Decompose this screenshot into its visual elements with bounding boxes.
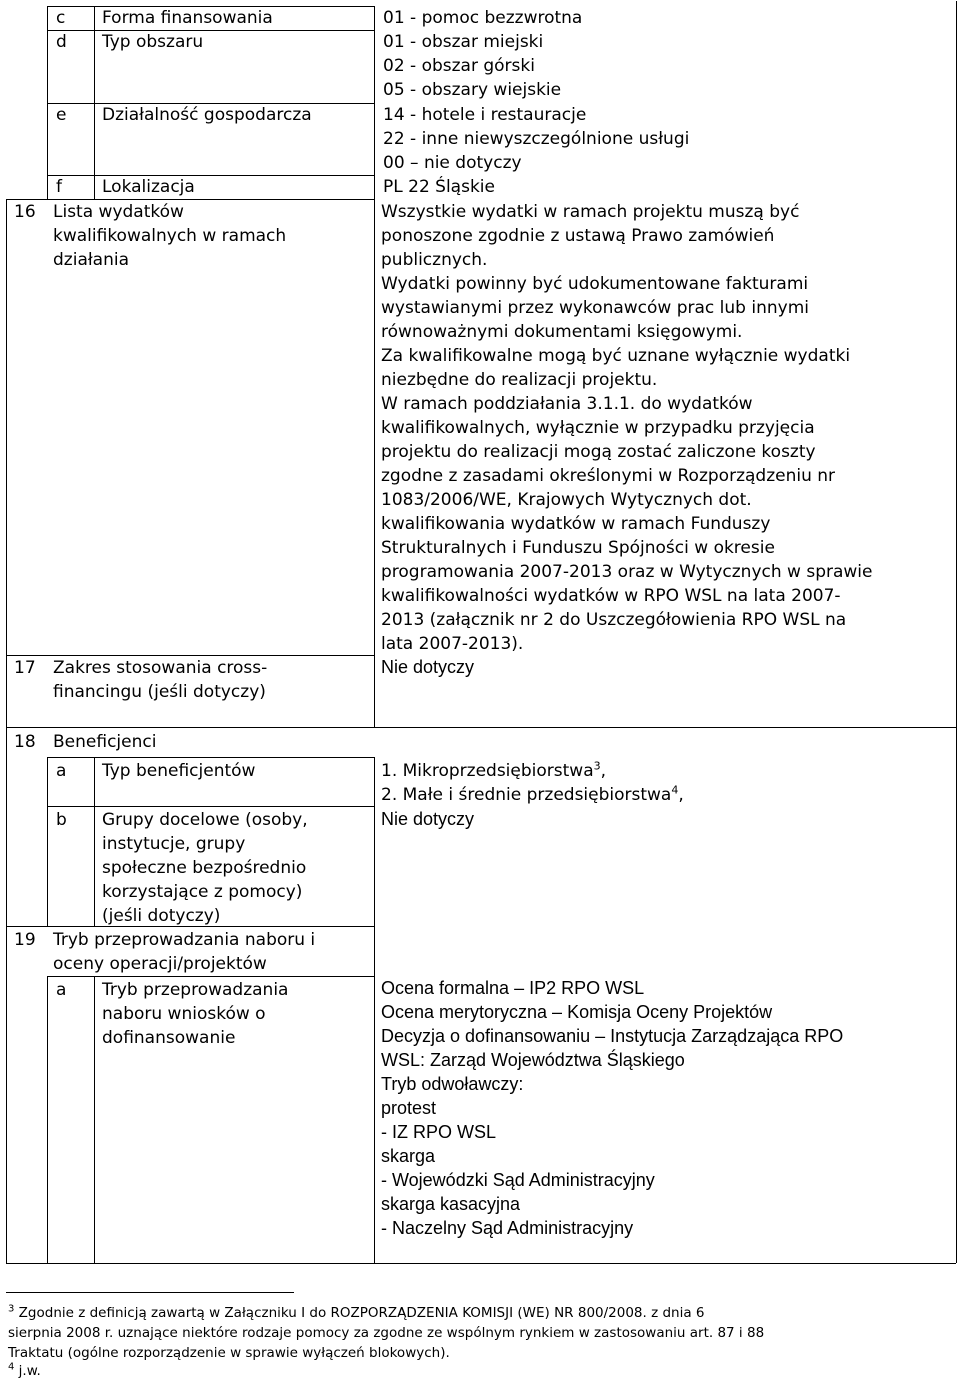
row-label-line: Tryb przeprowadzania naboru i bbox=[53, 930, 316, 950]
text-line: Tryb odwoławczy: bbox=[381, 1074, 524, 1094]
row-value-line: 02 - obszar górski bbox=[383, 56, 535, 76]
row-label-line: dofinansowanie bbox=[102, 1028, 236, 1048]
text-line: programowania 2007-2013 oraz w Wytycznych w sprawie bbox=[381, 562, 873, 582]
row-label-line: Lista wydatków bbox=[53, 202, 184, 222]
footnote-line: sierpnia 2008 r. uznające niektóre rodzaje pomocy za zgodne ze wspólnym rynkiem w zastosowaniu art. 87 i 88 bbox=[8, 1325, 765, 1341]
row-letter: b bbox=[56, 810, 67, 830]
row-label-line: korzystające z pomocy) bbox=[102, 882, 303, 902]
row-letter: e bbox=[56, 105, 67, 125]
row-value: Nie dotyczy bbox=[381, 809, 475, 829]
text-line: Decyzja o dofinansowaniu – Instytucja Zarządzająca RPO bbox=[381, 1026, 844, 1046]
row-value: Nie dotyczy bbox=[381, 657, 475, 677]
text-line: wystawianymi przez wykonawców prac lub innymi bbox=[381, 298, 809, 318]
row-label-line: instytucje, grupy bbox=[102, 834, 246, 854]
row-label-line: naboru wniosków o bbox=[102, 1004, 266, 1024]
text-line: W ramach poddziałania 3.1.1. do wydatków bbox=[381, 394, 753, 414]
beneficiary-type-2: 2. Małe i średnie przedsiębiorstwa$^4$, bbox=[381, 783, 684, 805]
text-line: Strukturalnych i Funduszu Spójności w okresie bbox=[381, 538, 775, 558]
text-line: publicznych. bbox=[381, 250, 488, 270]
row-value-line: 01 - obszar miejski bbox=[383, 32, 544, 52]
text-line: Za kwalifikowalne mogą być uznane wyłącznie wydatki bbox=[381, 346, 851, 366]
row-label-line: oceny operacji/projektów bbox=[53, 954, 267, 974]
row-label-line: Zakres stosowania cross- bbox=[53, 658, 268, 678]
text-line: kwalifikowania wydatków w ramach Funduszy bbox=[381, 514, 771, 534]
row-value: 01 - pomoc bezzwrotna bbox=[383, 8, 583, 28]
row-value-line: 05 - obszary wiejskie bbox=[383, 80, 562, 100]
row-label-line: Tryb przeprowadzania bbox=[102, 980, 289, 1000]
row-label-line: (jeśli dotyczy) bbox=[102, 906, 221, 926]
row-number: 17 bbox=[14, 658, 36, 678]
row-letter: a bbox=[56, 761, 67, 781]
text-line: WSL: Zarząd Województwa Śląskiego bbox=[381, 1050, 685, 1070]
row-value-line: 22 - inne niewyszczególnione usługi bbox=[383, 129, 690, 149]
footnote-mark: 4 bbox=[8, 1361, 15, 1373]
row-label-line: financingu (jeśli dotyczy) bbox=[53, 682, 266, 702]
row-label: Lokalizacja bbox=[102, 177, 195, 197]
text-line: ponoszone zgodnie z ustawą Prawo zamówień bbox=[381, 226, 775, 246]
row-label: Typ obszaru bbox=[102, 32, 204, 52]
text-line: kwalifikowalnych, wyłącznie w przypadku przyjęcia bbox=[381, 418, 815, 438]
row-letter: a bbox=[56, 980, 67, 1000]
row-number: 18 bbox=[14, 732, 36, 752]
text-line: protest bbox=[381, 1098, 437, 1118]
row-label: Typ beneficjentów bbox=[102, 761, 256, 781]
text-line: Ocena merytoryczna – Komisja Oceny Projektów bbox=[381, 1002, 773, 1022]
row-value-line: 14 - hotele i restauracje bbox=[383, 105, 587, 125]
text-line: - Naczelny Sąd Administracyjny bbox=[381, 1218, 634, 1238]
text-line: Wszystkie wydatki w ramach projektu muszą być bbox=[381, 202, 800, 222]
row-label: Forma finansowania bbox=[102, 8, 273, 28]
row-letter: c bbox=[56, 8, 66, 28]
text-line: skarga kasacyjna bbox=[381, 1194, 521, 1214]
beneficiary-type-1: 1. Mikroprzedsiębiorstwa$^3$, bbox=[381, 759, 607, 781]
footnote-separator bbox=[6, 1292, 294, 1293]
row-label-line: Grupy docelowe (osoby, bbox=[102, 810, 308, 830]
row-label: Działalność gospodarcza bbox=[102, 105, 312, 125]
footnote-line: Traktatu (ogólne rozporządzenie w sprawie wyłączeń blokowych). bbox=[8, 1345, 450, 1361]
text-line: 2013 (załącznik nr 2 do Uszczegółowienia RPO WSL na bbox=[381, 610, 847, 630]
row-letter: f bbox=[56, 177, 62, 197]
text-line: Wydatki powinny być udokumentowane fakturami bbox=[381, 274, 809, 294]
text-line: zgodne z zasadami określonymi w Rozporządzeniu nr bbox=[381, 466, 836, 486]
text-line: Ocena formalna – IP2 RPO WSL bbox=[381, 978, 645, 998]
text-line: niezbędne do realizacji projektu. bbox=[381, 370, 658, 390]
text-line: - IZ RPO WSL bbox=[381, 1122, 497, 1142]
text-line: równoważnymi dokumentami księgowymi. bbox=[381, 322, 743, 342]
row-value-line: 00 – nie dotyczy bbox=[383, 153, 522, 173]
row-label-line: społeczne bezpośrednio bbox=[102, 858, 307, 878]
row-label: Beneficjenci bbox=[53, 732, 157, 752]
text-line: 1083/2006/WE, Krajowych Wytycznych dot. bbox=[381, 490, 752, 510]
row-label-line: działania bbox=[53, 250, 130, 270]
row-value: PL 22 Śląskie bbox=[383, 177, 495, 197]
text-line: projektu do realizacji mogą zostać zaliczone koszty bbox=[381, 442, 816, 462]
row-number: 19 bbox=[14, 930, 36, 950]
footnote-text: j.w. bbox=[18, 1363, 41, 1379]
text-line: skarga bbox=[381, 1146, 436, 1166]
row-label-line: kwalifikowalnych w ramach bbox=[53, 226, 287, 246]
text-line: lata 2007-2013). bbox=[381, 634, 524, 654]
footnote-mark: 3 bbox=[8, 1303, 15, 1315]
text-line: - Wojewódzki Sąd Administracyjny bbox=[381, 1170, 655, 1190]
footnote-line: Zgodnie z definicją zawartą w Załączniku I do ROZPORZĄDZENIA KOMISJI (WE) NR 800/2008. z dnia 6 bbox=[18, 1305, 705, 1321]
text-line: kwalifikowalności wydatków w RPO WSL na lata 2007- bbox=[381, 586, 841, 606]
row-letter: d bbox=[56, 32, 67, 52]
row-number: 16 bbox=[14, 202, 36, 222]
